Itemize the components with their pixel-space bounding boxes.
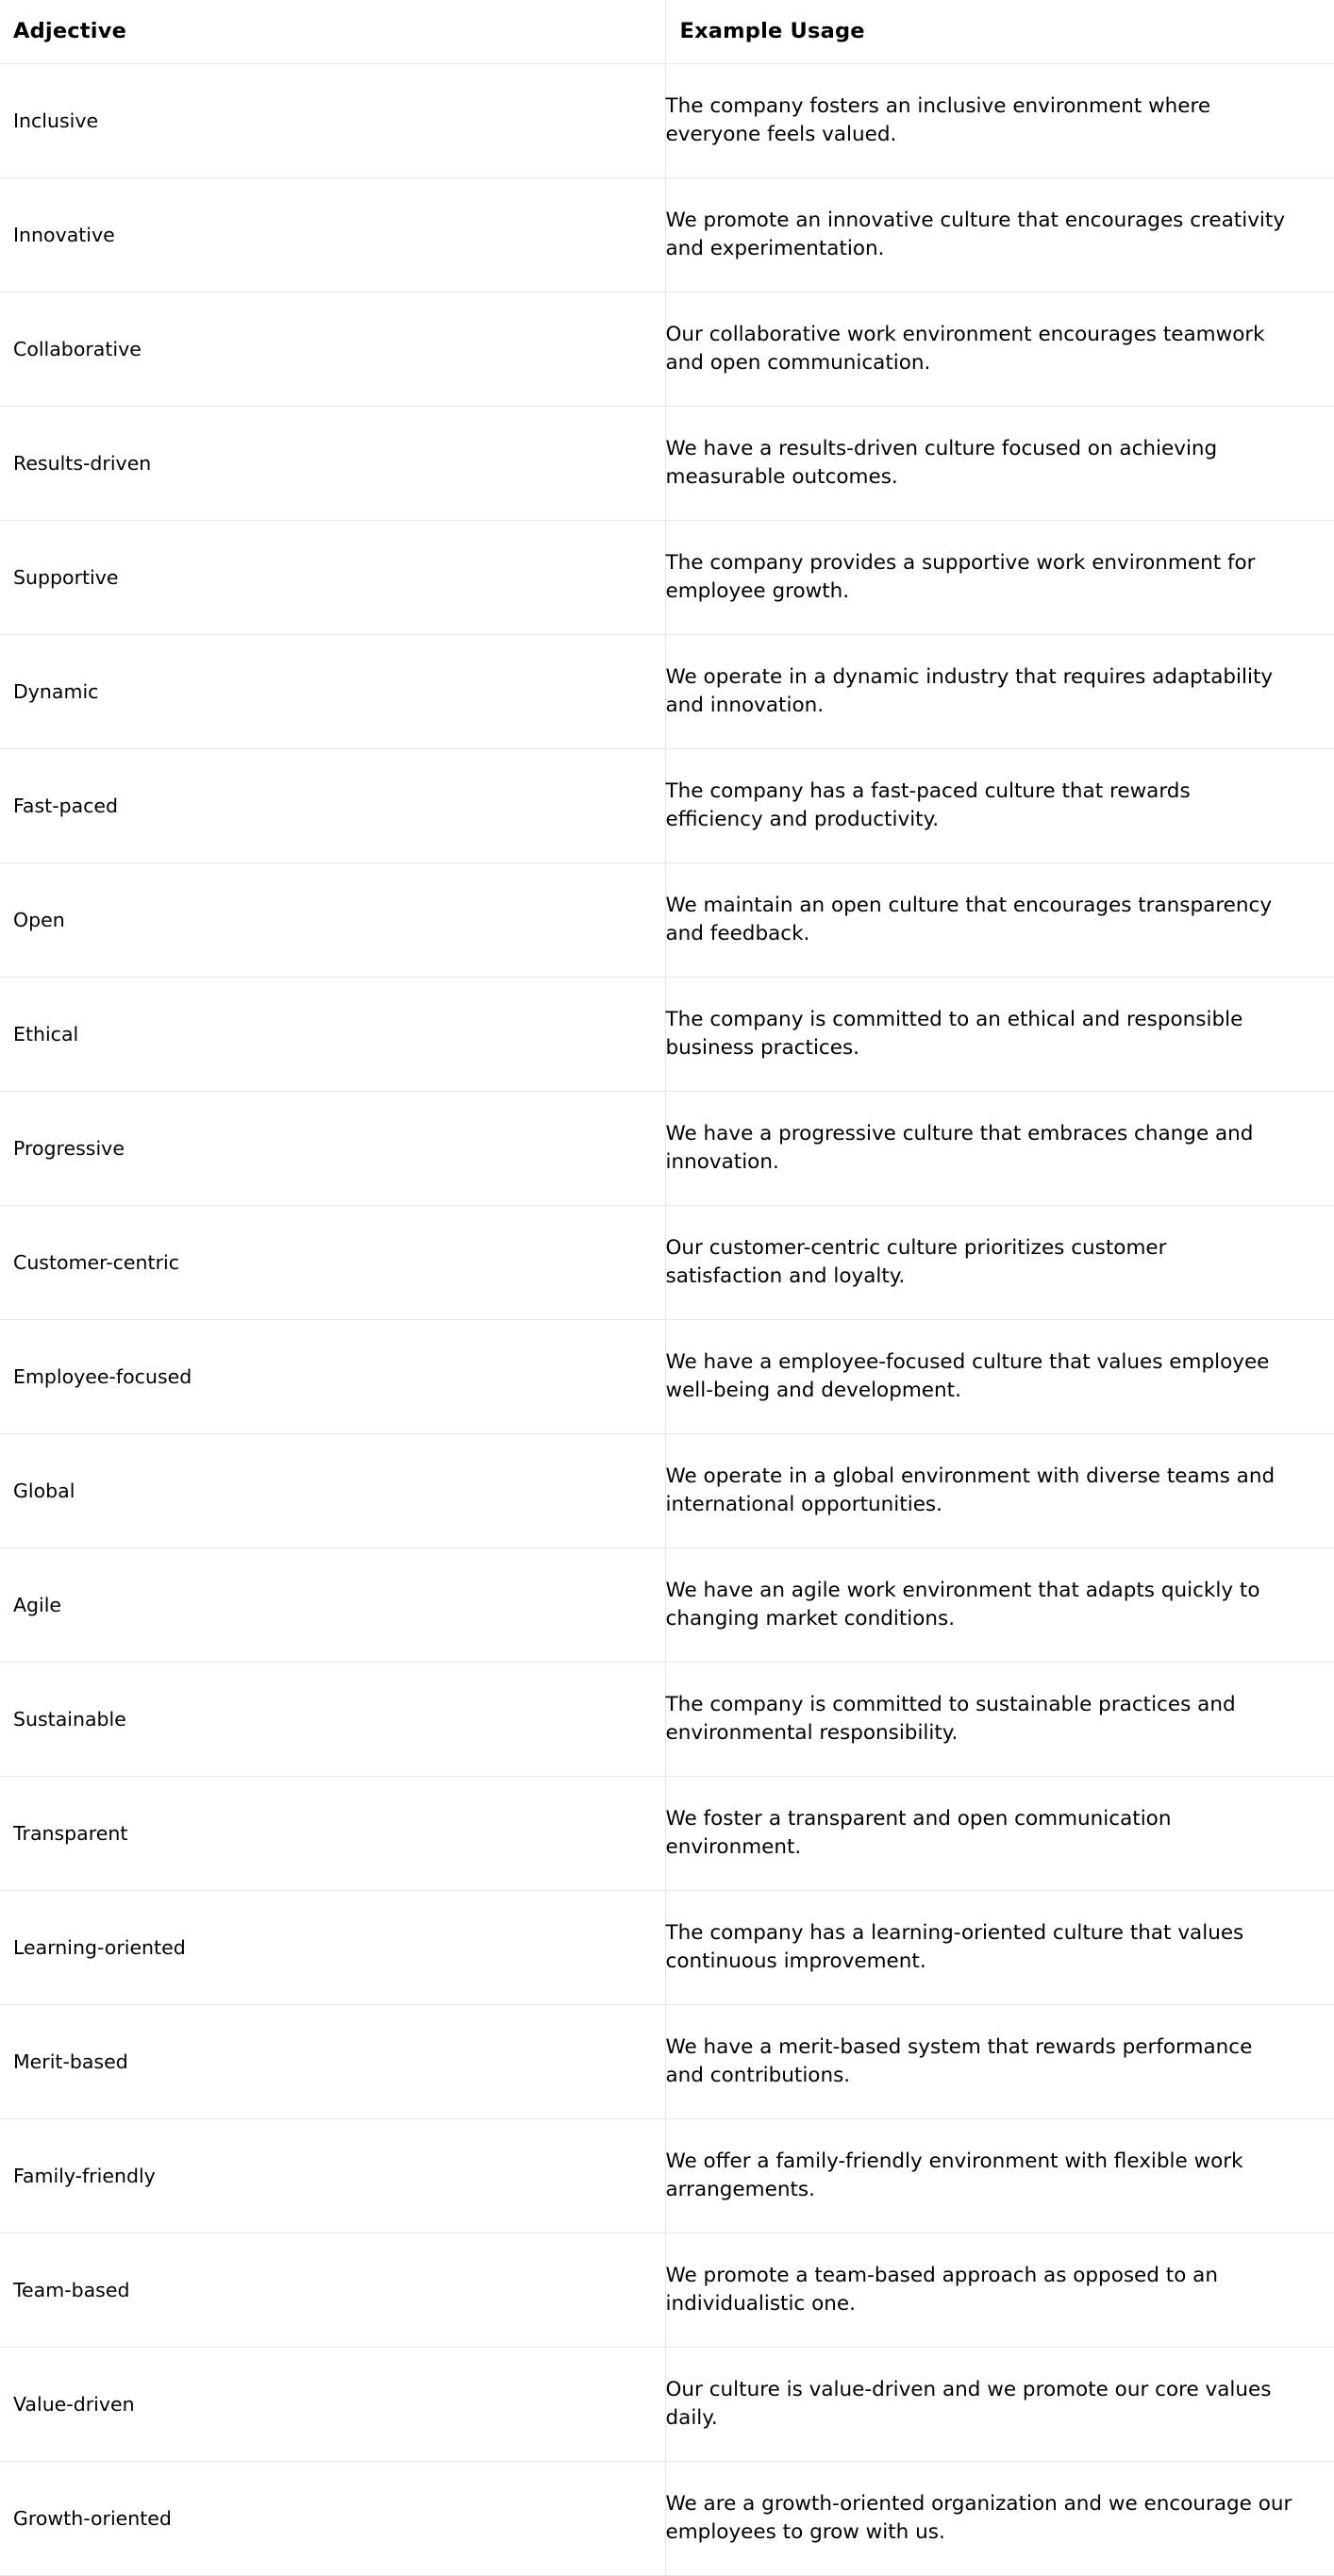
usage-text: [666, 1322, 1334, 1430]
table-row: [0, 1891, 1334, 2005]
usage-cell: [665, 1777, 1334, 1891]
usage-line-1: We have a employee-focused culture that values employee: [666, 1348, 1334, 1377]
table-body: [0, 64, 1334, 2576]
adjective-text: Employee-focused: [0, 1365, 192, 1388]
usage-cell: [665, 521, 1334, 635]
usage-line-1: We promote an innovative culture that encourages creativity: [666, 207, 1334, 235]
usage-line-1: We have an agile work environment that adapts quickly to: [666, 1577, 1334, 1605]
usage-text: [666, 2464, 1334, 2572]
usage-line-2: business practices.: [666, 1034, 1334, 1062]
adjective-cell: [0, 1548, 665, 1663]
table-row: [0, 293, 1334, 407]
adjective-text: Dynamic: [0, 680, 98, 703]
usage-cell: [665, 1434, 1334, 1548]
usage-text: [666, 180, 1334, 289]
column-header-adjective-label: Adjective: [0, 19, 126, 43]
table-row: [0, 2233, 1334, 2348]
table-row: [0, 1434, 1334, 1548]
adjective-cell: [0, 863, 665, 978]
usage-line-2: and innovation.: [666, 692, 1334, 720]
adjective-text: Team-based: [0, 2279, 129, 2301]
adjective-cell: [0, 749, 665, 863]
usage-text: [666, 2121, 1334, 2230]
usage-line-1: Our customer-centric culture prioritizes customer: [666, 1234, 1334, 1263]
adjective-text: Sustainable: [0, 1708, 126, 1731]
table-row: [0, 2462, 1334, 2576]
adjective-text: Transparent: [0, 1822, 127, 1845]
usage-cell: [665, 64, 1334, 178]
usage-cell: [665, 2348, 1334, 2462]
usage-line-1: The company is committed to an ethical and responsible: [666, 1006, 1334, 1034]
usage-line-1: Our culture is value-driven and we promote our core values: [666, 2376, 1334, 2404]
usage-line-1: We have a merit-based system that rewards performance: [666, 2033, 1334, 2062]
table-row: [0, 2348, 1334, 2462]
usage-line-1: The company fosters an inclusive environment where: [666, 92, 1334, 121]
table-row: [0, 978, 1334, 1092]
usage-text: [666, 409, 1334, 517]
usage-line-2: international opportunities.: [666, 1491, 1334, 1519]
table-row: [0, 1320, 1334, 1434]
usage-text: [666, 1664, 1334, 1773]
usage-line-1: We have a progressive culture that embraces change and: [666, 1120, 1334, 1148]
usage-line-1: The company has a fast-paced culture that rewards: [666, 778, 1334, 806]
usage-cell: [665, 1891, 1334, 2005]
adjective-cell: [0, 64, 665, 178]
table-row: [0, 863, 1334, 978]
usage-line-2: environment.: [666, 1833, 1334, 1862]
column-header-usage-label: Example Usage: [666, 19, 865, 43]
usage-line-2: and feedback.: [666, 920, 1334, 948]
adjective-text: Ethical: [0, 1023, 78, 1045]
usage-text: [666, 865, 1334, 974]
table-row: [0, 178, 1334, 293]
usage-cell: [665, 1092, 1334, 1206]
adjective-text: Inclusive: [0, 109, 98, 132]
usage-line-2: well-being and development.: [666, 1377, 1334, 1405]
usage-line-2: and open communication.: [666, 349, 1334, 377]
usage-cell: [665, 2462, 1334, 2576]
usage-cell: [665, 1320, 1334, 1434]
usage-cell: [665, 1663, 1334, 1777]
usage-line-2: measurable outcomes.: [666, 463, 1334, 492]
usage-line-1: We promote a team-based approach as opposed to an: [666, 2262, 1334, 2290]
table-row: [0, 64, 1334, 178]
table-row: [0, 1092, 1334, 1206]
usage-line-1: The company is committed to sustainable practices and: [666, 1691, 1334, 1719]
usage-line-1: We are a growth-oriented organization and we encourage our: [666, 2490, 1334, 2518]
usage-line-2: and contributions.: [666, 2062, 1334, 2090]
table-row: [0, 1777, 1334, 1891]
adjective-cell: [0, 2348, 665, 2462]
usage-line-2: arrangements.: [666, 2176, 1334, 2204]
usage-cell: [665, 407, 1334, 521]
table-row: [0, 635, 1334, 749]
adjective-cell: [0, 978, 665, 1092]
table-row: [0, 521, 1334, 635]
usage-line-2: changing market conditions.: [666, 1605, 1334, 1633]
header-row: [0, 0, 1334, 64]
adjective-text: Results-driven: [0, 452, 151, 475]
usage-line-2: daily.: [666, 2404, 1334, 2433]
adjective-text: Customer-centric: [0, 1251, 179, 1274]
adjective-cell: [0, 1092, 665, 1206]
usage-line-2: continuous improvement.: [666, 1948, 1334, 1976]
usage-line-2: and experimentation.: [666, 235, 1334, 263]
usage-cell: [665, 2119, 1334, 2233]
usage-cell: [665, 2005, 1334, 2119]
usage-cell: [665, 635, 1334, 749]
usage-cell: [665, 2233, 1334, 2348]
adjective-cell: [0, 1434, 665, 1548]
adjective-cell: [0, 1777, 665, 1891]
usage-text: [666, 2235, 1334, 2344]
usage-text: [666, 2007, 1334, 2116]
usage-line-2: satisfaction and loyalty.: [666, 1263, 1334, 1291]
usage-line-2: employee growth.: [666, 577, 1334, 606]
usage-text: [666, 751, 1334, 860]
usage-cell: [665, 863, 1334, 978]
usage-line-1: We have a results-driven culture focused on achieving: [666, 435, 1334, 463]
usage-line-2: employees to grow with us.: [666, 2518, 1334, 2547]
usage-cell: [665, 978, 1334, 1092]
usage-text: [666, 1550, 1334, 1659]
usage-text: [666, 294, 1334, 403]
usage-text: [666, 1779, 1334, 1887]
adjective-cell: [0, 2233, 665, 2348]
adjective-cell: [0, 293, 665, 407]
adjective-cell: [0, 521, 665, 635]
table-row: [0, 2119, 1334, 2233]
usage-line-1: We operate in a dynamic industry that requires adaptability: [666, 663, 1334, 692]
usage-line-1: We maintain an open culture that encourages transparency: [666, 892, 1334, 920]
adjective-text: Family-friendly: [0, 2165, 156, 2187]
usage-line-1: The company provides a supportive work environment for: [666, 549, 1334, 577]
adjective-cell: [0, 178, 665, 293]
adjective-text: Growth-oriented: [0, 2507, 172, 2530]
adjective-text: Agile: [0, 1594, 61, 1616]
adjective-cell: [0, 407, 665, 521]
adjective-text: Innovative: [0, 224, 115, 246]
adjective-cell: [0, 2462, 665, 2576]
column-header-usage: [665, 0, 1334, 64]
table-row: [0, 2005, 1334, 2119]
adjective-text: Collaborative: [0, 338, 142, 360]
table-row: [0, 407, 1334, 521]
adjective-text: Fast-paced: [0, 795, 118, 817]
table-row: [0, 1663, 1334, 1777]
usage-line-2: efficiency and productivity.: [666, 806, 1334, 834]
usage-line-1: We foster a transparent and open communication: [666, 1805, 1334, 1833]
usage-text: [666, 66, 1334, 175]
usage-line-2: individualistic one.: [666, 2290, 1334, 2318]
adjective-text: Progressive: [0, 1137, 125, 1160]
adjective-text: Learning-oriented: [0, 1936, 186, 1959]
adjective-cell: [0, 2119, 665, 2233]
usage-text: [666, 1208, 1334, 1316]
adjective-cell: [0, 1663, 665, 1777]
adjective-text: Open: [0, 909, 65, 931]
usage-cell: [665, 749, 1334, 863]
usage-line-1: Our collaborative work environment encourages teamwork: [666, 321, 1334, 349]
adjective-cell: [0, 2005, 665, 2119]
usage-line-2: innovation.: [666, 1148, 1334, 1177]
adjective-text: Global: [0, 1480, 75, 1502]
usage-line-2: environmental responsibility.: [666, 1719, 1334, 1748]
usage-line-1: We operate in a global environment with diverse teams and: [666, 1463, 1334, 1491]
usage-line-1: We offer a family-friendly environment with flexible work: [666, 2148, 1334, 2176]
column-header-adjective: [0, 0, 665, 64]
adjective-cell: [0, 1891, 665, 2005]
table-row: [0, 749, 1334, 863]
usage-text: [666, 979, 1334, 1088]
adjective-cell: [0, 635, 665, 749]
usage-cell: [665, 1206, 1334, 1320]
usage-text: [666, 2350, 1334, 2458]
adjective-cell: [0, 1320, 665, 1434]
usage-text: [666, 1436, 1334, 1545]
usage-text: [666, 1893, 1334, 2001]
table-header: [0, 0, 1334, 64]
adjective-text: Supportive: [0, 566, 118, 589]
usage-cell: [665, 293, 1334, 407]
adjective-cell: [0, 1206, 665, 1320]
usage-line-2: everyone feels valued.: [666, 121, 1334, 149]
usage-cell: [665, 1548, 1334, 1663]
usage-text: [666, 637, 1334, 745]
table-row: [0, 1548, 1334, 1663]
adjective-text: Value-driven: [0, 2393, 135, 2416]
usage-text: [666, 1094, 1334, 1202]
table-row: [0, 1206, 1334, 1320]
usage-line-1: The company has a learning-oriented culture that values: [666, 1919, 1334, 1948]
adjective-text: Merit-based: [0, 2050, 128, 2073]
usage-text: [666, 523, 1334, 631]
usage-cell: [665, 178, 1334, 293]
